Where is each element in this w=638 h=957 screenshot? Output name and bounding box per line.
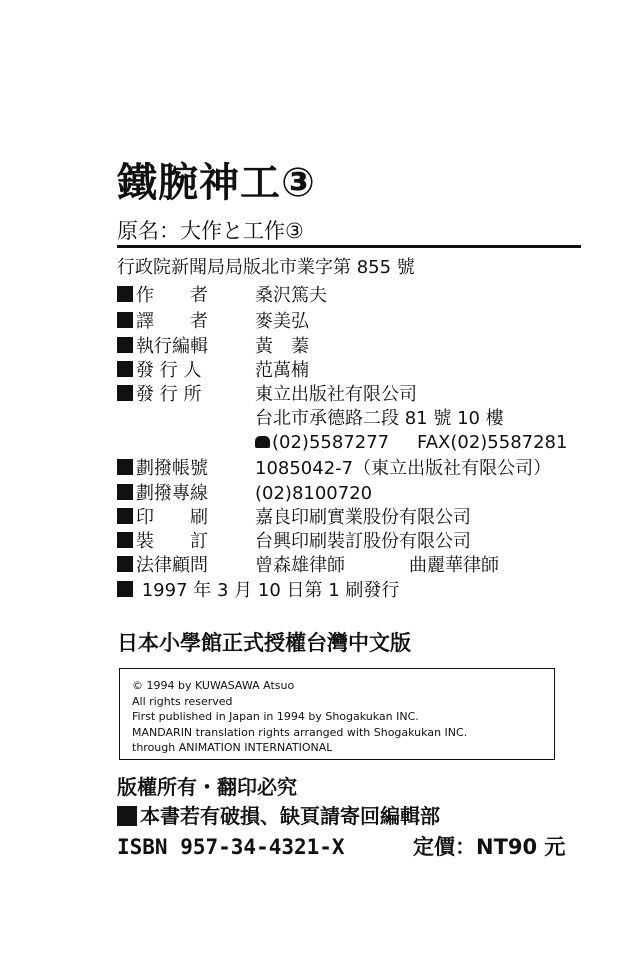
credit-value: 1085042-7（東立出版社有限公司） (255, 458, 552, 479)
credit-label: 發 行 人 (136, 360, 202, 381)
registration-number: 行政院新聞局局版北市業字第 855 號 (117, 257, 415, 278)
bullet-square-icon (117, 337, 133, 353)
publisher-contact (255, 432, 568, 454)
credit-value: 台興印刷裝訂股份有限公司 (255, 531, 471, 552)
first-print-date: 1997 年 3 月 10 日第 1 刷發行 (136, 580, 400, 601)
credit-row-binding (117, 531, 471, 553)
credit-label: 印 刷 (136, 507, 208, 528)
credit-value: 曾森雄律師 (255, 555, 345, 576)
credit-row-issuer (117, 360, 309, 382)
credit-value-secondary: 曲麗華律師 (409, 555, 499, 576)
bullet-square-icon (117, 508, 133, 524)
phone-icon (255, 436, 270, 448)
first-print-row (117, 580, 399, 602)
publisher-address: 台北市承德路二段 81 號 10 樓 (255, 408, 504, 429)
credit-value: 黃 蓁 (255, 336, 309, 357)
copyright-line: © 1994 by KUWASAWA Atsuo (132, 679, 295, 692)
credit-value: 嘉良印刷實業股份有限公司 (255, 507, 471, 528)
credit-label: 劃撥帳號 (136, 458, 208, 479)
copyright-line: All rights reserved (132, 694, 233, 708)
credit-row-publisher (117, 384, 417, 406)
credit-row-postal-line (117, 483, 373, 505)
isbn: ISBN 957-34-4321-X (117, 835, 345, 859)
credit-label: 譯 者 (136, 311, 208, 332)
copyright-line: through ANIMATION INTERNATIONAL (132, 741, 333, 754)
bullet-square-icon (117, 556, 133, 572)
credit-row-printing (117, 507, 471, 529)
bullet-square-icon (117, 385, 133, 401)
title-divider (117, 245, 581, 248)
publisher-phone: (02)5587277 (272, 432, 390, 453)
credit-value: 范萬楠 (255, 360, 309, 381)
rights-notice: 版權所有・翻印必究 (117, 775, 297, 799)
copyright-line: MANDARIN translation rights arranged with Shogakukan INC. (132, 725, 468, 739)
credit-value: 麥美弘 (255, 311, 309, 332)
credit-row-postal-account (117, 458, 552, 480)
credit-label: 執行編輯 (136, 336, 208, 357)
credit-label: 作 者 (136, 285, 208, 306)
credit-label: 裝 訂 (136, 531, 208, 552)
bullet-square-icon (117, 459, 133, 475)
authorization-notice: 日本小學館正式授權台灣中文版 (117, 631, 411, 655)
copyright-box (119, 668, 555, 760)
credit-row-legal (117, 555, 499, 577)
bullet-square-icon (117, 312, 133, 328)
credit-row-translator (117, 311, 309, 333)
copyright-line: First published in Japan in 1994 by Shogakukan INC. (132, 710, 419, 723)
bullet-square-icon (117, 361, 133, 377)
credit-value: 東立出版社有限公司 (255, 384, 417, 405)
credit-label: 發 行 所 (136, 384, 202, 405)
credit-row-author (117, 285, 327, 307)
bullet-square-icon (117, 532, 133, 548)
credit-label: 劃撥專線 (136, 483, 208, 504)
price: 定價：NT90 元 (413, 835, 566, 859)
credit-value: (02)8100720 (255, 483, 373, 504)
credit-row-editor (117, 336, 309, 358)
publisher-fax: FAX(02)5587281 (417, 432, 568, 453)
bullet-square-icon (117, 581, 133, 597)
book-title: 鐵腕神工③ (117, 160, 316, 206)
bullet-square-icon (117, 484, 133, 500)
original-title: 原名：大作と工作③ (117, 219, 304, 243)
bullet-square-icon (117, 286, 133, 302)
damaged-notice-row (117, 803, 440, 829)
bullet-square-icon (117, 806, 137, 826)
credit-label: 法律顧問 (136, 555, 208, 576)
credit-value: 桑沢篤夫 (255, 285, 327, 306)
damaged-notice: 本書若有破損、缺頁請寄回編輯部 (140, 804, 440, 828)
